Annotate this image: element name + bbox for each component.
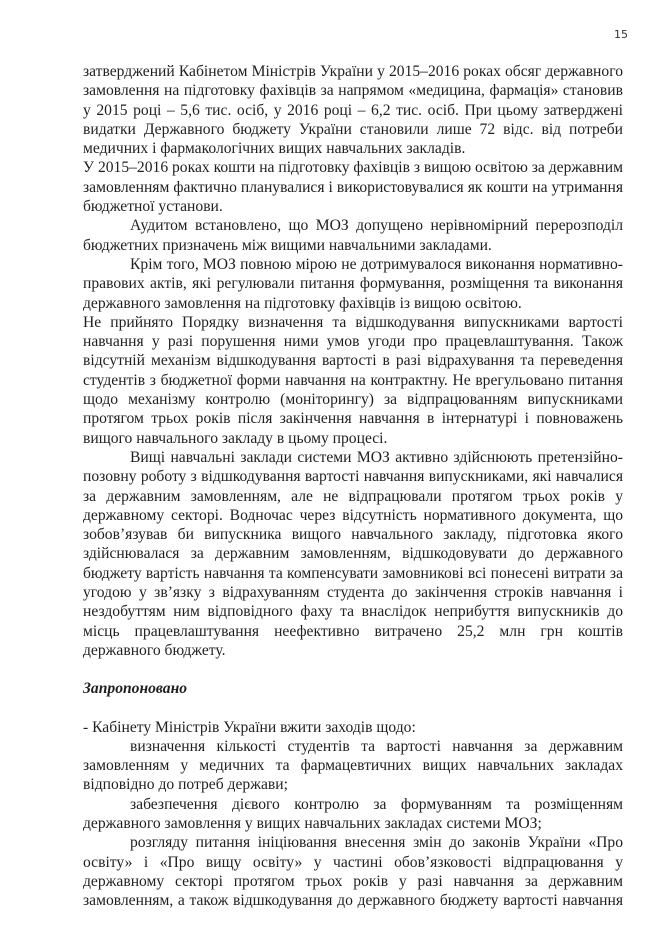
paragraph-claims-work: Вищі навчальні заклади системи МОЗ активно здійснюють претензійно-позовну роботу з відшкодування вартості навчання випускниками, які навчалися за державним замовленням, але не відпрацювали протягом трьох років у державному секторі. Водночас через відсутність нормативного документа, що зобов’язував би випускника вищого навчального закладу, підготовка якого здійснювалася за державним замовленням, відшкодовувати до державного бюджету вартість навчання та компенсувати замовникові всі понесені витрати за угодою у зв’язку з відрахуванням студента до закінчення строків навчання і нездобуттям ним відповідного фаху та внаслідок неприбуття випускників до місць працевлаштування неефективно витрачено 25,2 млн грн коштів державного бюджету.	[83, 448, 623, 659]
page-number: 15	[614, 28, 628, 41]
paragraph-funding-usage: У 2015–2016 роках кошти на підготовку фахівців з вищою освітою за державним замовленням фактично планувалися і використовувалися як кошти на утримання бюджетної установи.	[83, 159, 623, 216]
section-heading-proposed: Запропоновано	[83, 680, 188, 698]
document-body	[83, 62, 623, 910]
proposed-item: забезпечення дієвого контролю за формуванням та розміщенням державного замовлення у вищих навчальних закладах системи МОЗ;	[83, 795, 623, 832]
paragraph-state-order-volume: затверджений Кабінетом Міністрів України у 2015–2016 роках обсяг державного замовлення на підготовку фахівців за напрямом «медицина, фармація» становив у 2015 році – 5,6 тис. осіб, у 2016 році – 6,2 тис. осіб. При цьому затверджені видатки Державного бюджету України становили лише 72 відс. від потреби медичних і фармакологічних вищих навчальних закладів.	[83, 63, 623, 158]
paragraph-regulatory-compliance: Крім того, МОЗ повною мірою не дотримувалося виконання нормативно-правових актів, які регулювали питання формування, розміщення та виконання державного замовлення на підготовку фахівців із вищою освітою.	[83, 255, 623, 312]
paragraph-missing-procedure: Не прийнято Порядку визначення та відшкодування випускниками вартості навчання у разі порушення ними умов угоди про працевлаштування. Також відсутній механізм відшкодування вартості в разі відрахування та переведення студентів з бюджетної форми навчання на контрактну. Не врегульовано питання щодо механізму контролю (моніторингу) за відпрацюванням випускниками протягом трьох років після закінчення навчання в інтернатурі і повноважень вищого навчального закладу в цьому процесі.	[83, 313, 623, 447]
proposed-intro: - Кабінету Міністрів України вжити заходів щодо:	[83, 718, 416, 736]
proposed-item: розгляду питання ініціювання внесення змін до законів України «Про освіту» і «Про вищу освіту» у частині обов’язковості відпрацювання у державному секторі протягом трьох років у разі навчання за державним замовленням, а також відшкодування до державного бюджету вартості навчання	[83, 834, 623, 910]
proposed-item: визначення кількості студентів та вартості навчання за державним замовленням у медичних та фармацевтичних вищих навчальних закладах відповідно до потреб держави;	[83, 737, 623, 794]
paragraph-audit-finding: Аудитом встановлено, що МОЗ допущено нерівномірний перерозподіл бюджетних призначень між вищими навчальними закладами.	[83, 217, 623, 254]
